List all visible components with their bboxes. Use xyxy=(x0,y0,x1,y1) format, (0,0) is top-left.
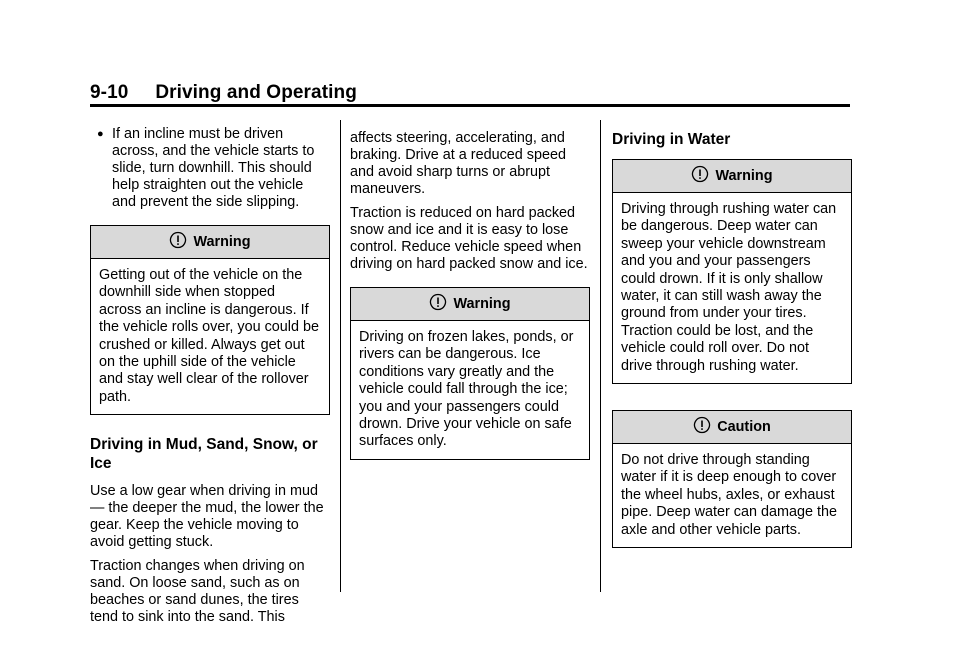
warning-text: Driving through rushing water can be dangerous. Deep water can sweep your vehicle downstream and you and your passengers could drown. If it is only shallow water, it can still wash away the ground from under your tires. Traction could be lost, and the vehicle could roll over. Do not drive through rushing water. xyxy=(621,201,837,374)
bullet-list-item xyxy=(90,126,330,211)
header-rule xyxy=(90,104,850,107)
column-3 xyxy=(612,118,852,548)
bullet-text: If an incline must be driven across, and the vehicle starts to slide, turn downhill. This should help straighten out the vehicle and prevent the side slipping. xyxy=(112,126,315,210)
bullet-icon: ● xyxy=(97,128,104,140)
warning-icon xyxy=(691,165,709,188)
section-title-mud: Driving in Mud, Sand, Snow, or Ice xyxy=(90,436,318,473)
section-title-water: Driving in Water xyxy=(612,131,731,148)
warning-label: Warning xyxy=(453,295,511,312)
paragraph: affects steering, accelerating, and braking. Drive at a reduced speed and avoid sharp turns or abrupt maneuvers. xyxy=(350,130,566,197)
warning-header xyxy=(351,288,589,321)
warning-box xyxy=(612,159,852,384)
warning-text: Getting out of the vehicle on the downhill side when stopped across an incline is dangerous. If the vehicle rolls over, you could be crushed or killed. Always get out on the uphill side of the vehicle and stay well clear of the rollover path. xyxy=(99,267,319,405)
warning-header xyxy=(91,226,329,259)
caution-text: Do not drive through standing water if it is deep enough to cover the wheel hubs, axles, or exhaust pipe. Deep water can damage the axle and other vehicle parts. xyxy=(621,452,838,538)
paragraph: Traction is reduced on hard packed snow and ice and it is easy to lose control. Reduce vehicle speed when driving on hard packed snow and ice. xyxy=(350,205,588,272)
column-1 xyxy=(90,118,330,633)
warning-header xyxy=(613,160,851,193)
warning-label: Warning xyxy=(715,167,773,184)
warning-icon xyxy=(169,231,187,254)
caution-label: Caution xyxy=(717,418,771,435)
column-divider xyxy=(340,120,341,592)
paragraph: Traction changes when driving on sand. On loose sand, such as on beaches or sand dunes, the tires tend to sink into the sand. This xyxy=(90,558,305,626)
column-2 xyxy=(350,118,590,460)
page-title: 9-10 Driving and Operating xyxy=(90,82,357,103)
warning-box xyxy=(350,287,590,460)
caution-box xyxy=(612,410,852,548)
warning-label: Warning xyxy=(193,233,251,250)
caution-icon xyxy=(693,416,711,439)
page-header xyxy=(90,82,850,104)
warning-box xyxy=(90,225,330,415)
caution-header xyxy=(613,411,851,444)
warning-icon xyxy=(429,293,447,316)
column-divider xyxy=(600,120,601,592)
paragraph: Use a low gear when driving in mud — the deeper the mud, the lower the gear. Keep the vehicle moving to avoid getting stuck. xyxy=(90,483,324,551)
warning-text: Driving on frozen lakes, ponds, or rivers can be dangerous. Ice conditions vary greatly and the vehicle could fall through the ice; you and your passengers could drown. Drive your vehicle on safe surfaces only. xyxy=(359,329,574,450)
